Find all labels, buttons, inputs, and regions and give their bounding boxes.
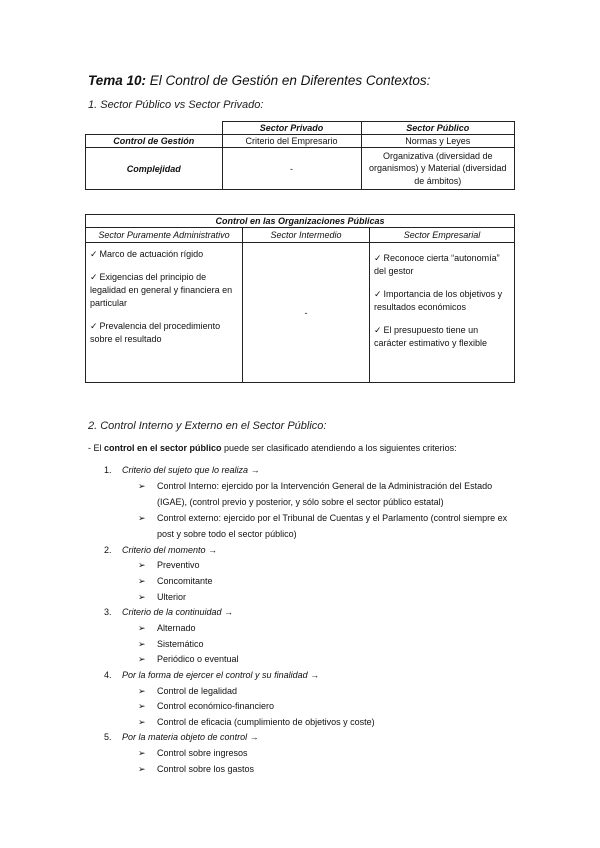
cell-admin-items [86, 243, 243, 383]
sub-item: ➢ Preventivo [140, 558, 520, 574]
checkmark-icon: ✓ [374, 253, 382, 264]
public-organizations-table [85, 214, 515, 383]
arrow-bullet-icon: ➢ [138, 686, 146, 696]
list-item: ✓ El presupuesto tiene un carácter estimativo y flexible [374, 325, 488, 349]
comparison-table [85, 121, 515, 190]
col-header-admin: Sector Puramente Administrativo [86, 228, 243, 243]
arrow-bullet-icon: ➢ [138, 639, 146, 649]
col-header-private: Sector Privado [222, 122, 361, 135]
page-title [88, 73, 430, 88]
arrow-bullet-icon: ➢ [138, 592, 146, 602]
sub-item: ➢ Control Interno: ejercido por la Intervención General de la Administración del Estado (IGAE), (control previo y posterior, y sólo sobre el sector público estatal) [138, 481, 493, 507]
arrow-bullet-icon: ➢ [138, 717, 146, 727]
arrow-bullet-icon: ➢ [138, 764, 146, 774]
row-label-complexity: Complejidad [86, 148, 223, 190]
list-item: ✓ Importancia de los objetivos y resultados económicos [374, 289, 503, 313]
intro-paragraph: - El control en el sector público puede ser clasificado atendiendo a los siguientes criterios: [88, 443, 457, 453]
arrow-bullet-icon: ➢ [138, 623, 146, 633]
criterion-1: 1. Criterio del sujeto que lo realiza → [104, 465, 260, 475]
section-1-heading: 1. Sector Público vs Sector Privado: [88, 99, 264, 111]
title-topic: Tema 10: [88, 73, 147, 88]
row-label-control: Control de Gestión [86, 135, 223, 148]
sub-item: ➢ Ulterior [140, 590, 520, 606]
criterion-5: 5. Por la materia objeto de control → [104, 732, 259, 742]
col-header-intermediate: Sector Intermedio [243, 228, 370, 243]
checkmark-icon: ✓ [90, 321, 98, 332]
sub-item: ➢ Control sobre ingresos [140, 746, 520, 762]
cell-control-public: Normas y Leyes [361, 135, 515, 148]
col-header-business: Sector Empresarial [370, 228, 515, 243]
checkmark-icon: ✓ [374, 289, 382, 300]
list-item: ✓ Prevalencia del procedimiento sobre el resultado [90, 321, 221, 345]
sub-item: ➢ Control de eficacia (cumplimiento de objetivos y coste) [140, 715, 520, 731]
section-2-heading: 2. Control Interno y Externo en el Sector Público: [88, 420, 327, 432]
cell-control-private: Criterio del Empresario [222, 135, 361, 148]
table2-header: Control en las Organizaciones Públicas [86, 215, 515, 228]
cell-complexity-private: - [222, 148, 361, 190]
col-header-public: Sector Público [361, 122, 515, 135]
list-item: ✓ Marco de actuación rígido [90, 249, 204, 260]
checkmark-icon: ✓ [90, 249, 98, 260]
arrow-bullet-icon: ➢ [138, 576, 146, 586]
checkmark-icon: ✓ [90, 272, 98, 283]
sub-item: ➢ Control externo: ejercido por el Tribunal de Cuentas y el Parlamento (control siempre ex post y sobre todo el sector público) [138, 513, 508, 539]
list-item: ✓ Reconoce cierta “autonomía” del gestor [374, 253, 500, 277]
sub-item: ➢ Control de legalidad [140, 684, 520, 700]
criterion-3: 3. Criterio de la continuidad → [104, 607, 234, 617]
arrow-bullet-icon: ➢ [138, 654, 146, 664]
checkmark-icon: ✓ [374, 325, 382, 336]
arrow-bullet-icon: ➢ [138, 481, 146, 491]
criterion-2: 2. Criterio del momento → [104, 545, 218, 555]
sub-item: ➢ Alternado [140, 621, 520, 637]
cell-intermediate: - [243, 243, 370, 383]
criterion-4: 4. Por la forma de ejercer el control y su finalidad → [104, 670, 320, 680]
sub-item: ➢ Concomitante [140, 574, 520, 590]
sub-item: ➢ Control económico-financiero [140, 699, 520, 715]
list-item: ✓ Exigencias del principio de legalidad en general y financiera en particular [90, 272, 233, 309]
arrow-bullet-icon: ➢ [138, 701, 146, 711]
sub-item: ➢ Sistemático [140, 637, 520, 653]
sub-item: ➢ Periódico o eventual [140, 652, 520, 668]
empty-corner-cell [86, 122, 223, 135]
sub-item: ➢ Control sobre los gastos [140, 762, 520, 778]
cell-complexity-public: Organizativa (diversidad de organismos) y Material (diversidad de ámbitos) [361, 148, 515, 190]
title-text: El Control de Gestión en Diferentes Contextos: [146, 73, 431, 88]
arrow-bullet-icon: ➢ [138, 748, 146, 758]
cell-business-items [370, 243, 515, 383]
arrow-bullet-icon: ➢ [138, 513, 146, 523]
arrow-bullet-icon: ➢ [138, 560, 146, 570]
